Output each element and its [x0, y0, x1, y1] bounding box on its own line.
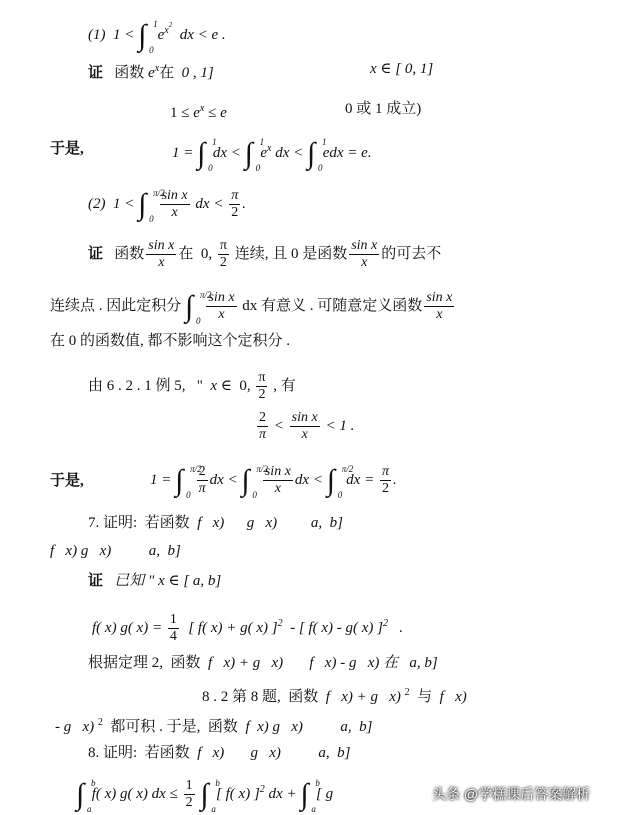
- text: 由 6 . 2 . 1 例 5,: [88, 377, 186, 394]
- fraction-sinx-over-x: $\frac{\text{sin x}}{x}$: [208, 290, 235, 322]
- text: 于是,: [50, 473, 84, 489]
- text: dx <: [275, 145, 304, 161]
- problem-7-statement: [88, 512, 343, 534]
- text: [ f( x) + g( x) ]: [188, 619, 278, 636]
- text: 函数: [170, 655, 201, 671]
- inequality-jordan: [255, 410, 354, 443]
- text: 1 =: [150, 471, 172, 488]
- exponent: x: [164, 25, 169, 36]
- integral-sign: ∫ π/2 0: [185, 289, 212, 326]
- text: 0 或 1 成立): [345, 101, 422, 117]
- exponent: 2: [277, 617, 283, 629]
- exponent: 2: [404, 687, 410, 698]
- proof-7-line-4: [55, 712, 373, 738]
- watermark: 头条 @学糕课后答案解析: [432, 786, 591, 802]
- integral-sign: ∫ 1 0: [138, 18, 158, 55]
- text: a, b]: [409, 655, 438, 671]
- text: dx =: [346, 471, 375, 488]
- fraction-one-half: $\frac{1}{2}$: [185, 778, 193, 810]
- text: 在: [178, 245, 194, 262]
- fraction-2-over-pi: $\frac{2}{\pi}$: [198, 464, 206, 496]
- text: edx = e.: [322, 145, 372, 161]
- text: e: [260, 145, 268, 161]
- integral-sign: ∫ 1 0: [244, 136, 265, 173]
- fraction-sinx-over-x: $\frac{\text{sin x}}{x}$: [161, 188, 188, 220]
- exponent: x: [267, 143, 272, 154]
- text: dx < e .: [179, 27, 226, 43]
- proof-7-line-1: [88, 570, 221, 592]
- item-number: (1): [88, 27, 106, 43]
- fraction-sinx-over-x: $\frac{\text{sin x}}{x}$: [148, 238, 175, 270]
- integral-sign: ∫ π/2 0: [175, 463, 202, 500]
- fraction-one-quarter: $\frac{1}{4}$: [169, 612, 177, 644]
- text: ≤ e: [208, 105, 227, 121]
- text: .: [242, 195, 246, 212]
- text: 已知 " x ∈ [ a, b]: [114, 573, 222, 589]
- proof-line-2-right: [345, 98, 421, 120]
- proof-label: 证: [88, 245, 104, 262]
- text: [ f( x) ]: [216, 785, 260, 802]
- text: ": [196, 377, 203, 394]
- integral-sign: ∫ b a: [300, 777, 320, 814]
- integral-sign: ∫ π/2 0: [241, 463, 268, 500]
- exponent: 2: [168, 21, 173, 29]
- proof-line-1: 证 函数 $e^x$在 0 , 1]: [88, 63, 214, 81]
- text: 在 0 的函数值, 都不影响这个定积分 .: [50, 333, 291, 349]
- text: dx <: [294, 471, 323, 488]
- conclusion-1-label: [50, 138, 84, 160]
- text: < 1 .: [325, 417, 355, 434]
- proof-label: 证: [88, 65, 104, 81]
- text: dx +: [268, 785, 297, 802]
- text: dx <: [209, 471, 238, 488]
- text: 若函数: [144, 515, 190, 531]
- text: 1 <: [113, 195, 135, 212]
- text: - [ f( x) - g( x) ]: [290, 619, 383, 636]
- text: f x) g x) a, b]: [245, 719, 373, 735]
- text: f x) g x) a, b]: [50, 543, 181, 559]
- text: 与: [417, 689, 433, 705]
- text: x ∈ [ 0, 1]: [370, 61, 434, 77]
- fraction-sinx-over-x: $\frac{\text{sin x}}{x}$: [264, 464, 291, 496]
- conclusion-1: [172, 136, 372, 173]
- text: 0 , 1]: [181, 65, 214, 81]
- fraction-sinx-over-x: $\frac{\text{sin x}}{x}$: [291, 410, 318, 442]
- text: f x) g x) a, b]: [197, 745, 351, 761]
- integral-sign: ∫ 1 0: [307, 136, 327, 173]
- text: 1 ≤: [170, 105, 190, 121]
- fraction-pi-over-2: $\frac{\pi}{2}$: [231, 188, 239, 220]
- text: 若函数: [144, 745, 190, 761]
- proof-7-line-3: [202, 682, 467, 708]
- conclusion-2: [150, 463, 397, 500]
- integral-sign: ∫ π/2 0: [326, 463, 354, 500]
- text: e: [157, 27, 165, 43]
- conclusion-2-label: [50, 470, 84, 492]
- integral-sign: ∫ π/2 0: [138, 187, 165, 224]
- proof-2-line-4: [88, 370, 296, 403]
- proof-2-line-3: [50, 330, 290, 352]
- proof-2-line-2: [50, 289, 456, 326]
- text: f( x) g( x) dx ≤: [91, 785, 178, 802]
- integral-sign: ∫ 1 0: [197, 136, 217, 173]
- proof-2-line-1: [88, 238, 441, 271]
- proof-7-identity: [92, 612, 403, 645]
- text: 的可去不: [381, 245, 442, 262]
- text: 于是,: [50, 141, 84, 157]
- text: <: [273, 417, 284, 434]
- fraction-pi-over-2: $\frac{\pi}{2}$: [219, 238, 227, 270]
- text: 函数: [288, 689, 319, 705]
- text: 连续点 . 因此定积分: [50, 297, 182, 314]
- text: [ g: [316, 785, 334, 802]
- fraction-sinx-over-x: $\frac{\text{sin x}}{x}$: [426, 290, 453, 322]
- integral-sign: ∫ b a: [200, 777, 220, 814]
- text: 根据定理 2,: [88, 655, 164, 671]
- text: f x) + g x): [325, 689, 401, 705]
- exponent: x: [154, 63, 160, 74]
- text: .: [399, 619, 403, 636]
- text: 都可积 . 于是,: [110, 719, 201, 735]
- text: dx 有意义 . 可随意定义函数: [242, 297, 423, 314]
- text: f x) g x) a, b]: [197, 515, 343, 531]
- text: - g x): [55, 719, 95, 735]
- proof-label: 证: [88, 573, 104, 589]
- text: 1 <: [113, 27, 135, 43]
- text: f x): [439, 689, 467, 705]
- text: 8. 证明:: [88, 745, 138, 761]
- exponent: 2: [383, 617, 388, 629]
- part-2-statement: [88, 187, 246, 224]
- fraction-2-over-pi: $\frac{2}{\pi}$: [259, 410, 267, 442]
- text: dx <: [212, 145, 241, 161]
- text: 连续, 且 0 是函数: [234, 245, 348, 262]
- integral-sign: ∫ b a: [76, 777, 96, 814]
- fraction-pi-over-2: $\frac{\pi}{2}$: [381, 464, 389, 496]
- exponent: x: [199, 103, 205, 114]
- part-1-statement: [88, 14, 226, 55]
- text: 0,: [200, 245, 213, 262]
- text: dx <: [195, 195, 224, 212]
- proof-7-line-2: [88, 652, 438, 674]
- proof-line-2: $1 \le e^x \le e$: [170, 103, 227, 121]
- problem-8-statement: [88, 742, 351, 764]
- text: 0,: [239, 377, 251, 394]
- exponent: 2: [259, 783, 265, 795]
- text: f( x) g( x) =: [92, 619, 163, 636]
- text: 1 =: [172, 145, 194, 161]
- item-number: (2): [88, 195, 106, 212]
- text: 函数: [207, 719, 238, 735]
- text: 在: [159, 65, 175, 81]
- text: x ∈: [210, 377, 232, 394]
- text: 函数: [114, 65, 145, 81]
- problem-7-statement-cont: [50, 540, 181, 562]
- text: f x) + g x) f x) - g x) 在: [208, 655, 399, 671]
- text: 7. 证明:: [88, 515, 138, 531]
- text: 函数: [114, 245, 145, 262]
- text: 8 . 2 第 8 题,: [202, 689, 281, 705]
- text: .: [392, 471, 397, 488]
- fraction-pi-over-2: $\frac{\pi}{2}$: [258, 370, 266, 402]
- text: , 有: [273, 377, 296, 394]
- proof-line-1-right: [370, 58, 433, 80]
- fraction-sinx-over-x: $\frac{\text{sin x}}{x}$: [351, 238, 378, 270]
- exponent: 2: [97, 717, 103, 728]
- problem-8-inequality: [76, 777, 334, 814]
